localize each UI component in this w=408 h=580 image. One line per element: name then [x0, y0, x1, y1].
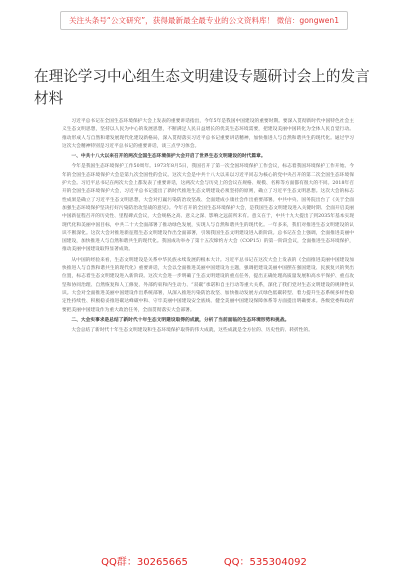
section-heading: 一、中共十八大以来召开的两次全国生态环境保护大会开启了世界生态文明建设的时代篇章。: [71, 154, 266, 160]
footer-contact: [0, 548, 408, 572]
body-paragraph: 今年是我国生态环境保护工作50周年。1973年8月5日，我国召开了第一次全国环境保护工作会议，标志着我国环境保护工作开始。今年的全国生态环境保护大会是第九次全国性的会议。这次大会是中共十八大以来以习近平同志为核心的党中央召开的第二次全国生态环境保护大会。习近平总书记在两次大会上都发表了重要讲话，这两次大会与历史上的会议在规格、规模、名称等方面都有很大的不同。2018年召开的全国生态环境保护大会，习近平总书记提出了新时代推进生态文明建设必须坚持的原则，确立了习近平生态文明思想。这次大会的标志性成果是确立了习近平生态文明思想，大会对打赢污染防治攻坚战、全面建成小康社会作出重要部署。中共中央、国务院出台了《关于全面加强生态环境保护坚决打好污染防治攻坚战的意见》。今年召开的全国生态环境保护大会，是我国生态文明建设进入关键时期、全面开启美丽中国新征程召开的历史性、里程碑式会议，大会规格之高、意义之深、影响之远前所未有。意义在于，中共十九大提出了到2035年基本实现现代化和美丽中国目标，中共二十大全面部署了推动绿色发展，实现人与自然和谐共生的现代化。一年多来，我们对推进生态文明建设的认识不断深化。这次大会对推进新征程生态文明建设作出全面部署，引领我国生态文明建设进入新阶段。总书记在会上强调，全面推进美丽中国建设，加快推进人与自然和谐共生的现代化。我国成功举办了第十五次缔约方大会（COP15）的第一阶段会议，全面推进生态环境保护，推动美丽中国建设取得显著成效。: [62, 164, 354, 253]
body-paragraph: 大会总结了新时代十年生态文明建设和生态环境保护取得的伟大成就，这些成就是全方位的、历史性的、转折性的。: [71, 328, 314, 334]
banner-notice: 关注头条号“公文研究”，获得最新最全最专业的公文资料库！ 微信：gongwen1: [60, 11, 348, 30]
qq-text: QQ：535304092: [223, 556, 307, 568]
top-banner: [0, 0, 408, 40]
document-body: [62, 118, 354, 337]
body-paragraph: 从中国的经验来看，生态文明建设是关系中华民族永续发展的根本大计。习近平总书记在这次大会上发表的《全面推进美丽中国建设加快推进人与自然和谐共生的现代化》重要讲话，大会以全面推进美丽中国建设为主题，强调把建设美丽中国摆在强国建设、民族复兴的突出位置，标志着生态文明建设进入新阶段。这次大会进一步明确了生态文明建设的重点任务，提出正确处理高质量发展和高水平保护、重点攻坚和协同治理、自然恢复和人工修复、外部约束和内生动力、“双碳”承诺和自主行动等重大关系，深化了我们党对生态文明建设的规律性认识。大会对全面推进美丽中国建设作出系统部署，从深入推进污染防治攻坚、加快推动发展方式绿色低碳转型、着力提升生态系统多样性稳定性持续性、积极稳妥推进碳达峰碳中和、守牢美丽中国建设安全底线、健全美丽中国建设保障体系等方面提出明确要求。各级党委和政府要把美丽中国建设作为重大政治任务，全面贯彻落实大会部署。: [62, 257, 354, 313]
section-heading: 二、大会实事求是总结了新时代十年生态文明建设取得的成就，分析了当前面临的生态环境形势和挑战。: [71, 317, 290, 323]
body-paragraph: 习近平总书记在全国生态环境保护大会上发表的重要讲话指出，今年5年是我国中国建设的重要时期。要深入贯彻新时代中国特色社会主义生态文明思想，坚持以人民为中心的发展思想，不断满足人民日益增长的优美生态环境需要，把建设美丽中国转化为全体人民自觉行动。推动形成人与自然和谐发展现代化建设新格局，深入贯彻落实习近平总书记重要讲话精神，加快推进人与自然和谐共生的现代化。通过学习这次大会精神特别是习近平总书记的重要讲话，谈三点学习体会。: [62, 119, 354, 149]
qq-group-text: QQ群：30265665: [101, 556, 188, 568]
document-title: 在理论学习中心组生态文明建设专题研讨会上的发言材料: [34, 68, 370, 107]
